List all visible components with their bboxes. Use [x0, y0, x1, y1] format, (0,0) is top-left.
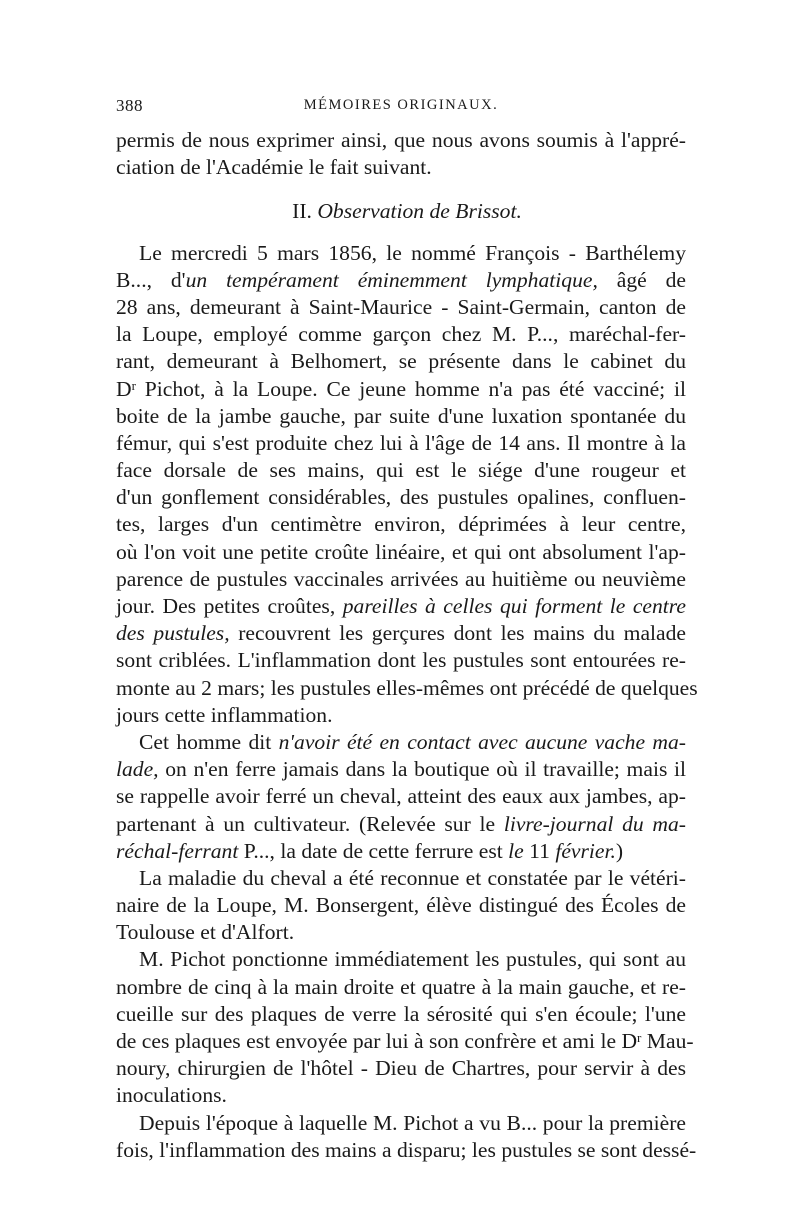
text-line: des pustules, recouvrent les gerçures dont les mains du malade — [116, 621, 686, 646]
text-line: réchal-ferrant P..., la date de cette ferrure est le 11 février.) — [116, 838, 624, 863]
text-line: d'un gonflement considérables, des pustules opalines, confluen- — [116, 485, 686, 510]
text-line: de ces plaques est envoyée par lui à son confrère et ami le $D^r$ Mau- — [116, 1029, 694, 1053]
paragraph-2 — [116, 729, 686, 865]
paragraph-3 — [116, 865, 686, 947]
text-line: jours cette inflammation. — [116, 702, 333, 727]
text-line: noury, chirurgien de l'hôtel - Dieu de Chartres, pour servir à des — [116, 1056, 686, 1081]
text-line: lade, on n'en ferre jamais dans la boutique où il travaille; mais il — [116, 757, 686, 782]
text-line: La maladie du cheval a été reconnue et constatée par le vétéri- — [139, 865, 686, 890]
text-line: rant, demeurant à Belhomert, se présente dans le cabinet du — [116, 349, 686, 374]
text-line: boite de la jambe gauche, par suite d'une luxation spontanée du — [116, 403, 686, 428]
page-header — [116, 96, 686, 118]
text-line: $D^r$ Pichot, à la Loupe. Ce jeune homme n'a pas été vacciné; il — [116, 376, 686, 401]
body-text — [116, 127, 698, 1164]
text-line: fois, l'inflammation des mains a disparu; les pustules se sont dessé- — [116, 1137, 697, 1162]
text-line: jour. Des petites croûtes, pareilles à celles qui forment le centre — [116, 594, 686, 618]
text-line: B..., d'un tempérament éminemment lymphatique, âgé de — [116, 267, 686, 292]
text-line: où l'on voit une petite croûte linéaire, et qui ont absolument l'ap- — [116, 539, 686, 564]
text-line: la Loupe, employé comme garçon chez M. P..., maréchal-fer- — [116, 322, 686, 347]
text-line: Cet homme dit n'avoir été en contact avec aucune vache ma- — [139, 729, 686, 754]
text-line: cueille sur des plaques de verre la sérosité qui s'en écoule; l'une — [116, 1001, 686, 1026]
text-line: Toulouse et d'Alfort. — [116, 920, 295, 945]
text-line: parence de pustules vaccinales arrivées au huitième ou neuvième — [116, 566, 686, 591]
text-line: nombre de cinq à la main droite et quatre à la main gauche, et re- — [116, 974, 686, 999]
text-line: face dorsale de ses mains, qui est le siége d'une rougeur et — [116, 458, 686, 483]
text-line: partenant à un cultivateur. (Relevée sur le livre-journal du ma- — [116, 811, 687, 836]
text-line: fémur, qui s'est produite chez lui à l'âge de 14 ans. Il montre à la — [116, 430, 686, 455]
text-line: monte au 2 mars; les pustules elles-mêmes ont précédé de quelques — [116, 675, 698, 700]
intro-paragraph — [116, 127, 686, 181]
paragraph-1 — [116, 240, 698, 729]
text-line: tes, larges d'un centimètre environ, déprimées à leur centre, — [116, 512, 686, 537]
text-line: M. Pichot ponctionne immédiatement les pustules, qui sont au — [139, 947, 686, 972]
section-numeral: II. — [292, 199, 312, 224]
page-number: 388 — [116, 96, 143, 115]
text-line: 28 ans, demeurant à Saint-Maurice - Saint-Germain, canton de — [116, 294, 686, 319]
text-line: sont criblées. L'inflammation dont les pustules sont entourées re- — [116, 648, 686, 673]
text-line: Le mercredi 5 mars 1856, le nommé François - Barthélemy — [139, 240, 686, 265]
paragraph-5 — [116, 1110, 697, 1164]
text-line: naire de la Loupe, M. Bonsergent, élève distingué des Écoles de — [116, 893, 686, 918]
running-title: MÉMOIRES ORIGINAUX. — [303, 97, 499, 113]
section-title: Observation de Brissot. — [317, 199, 522, 224]
text-line: inoculations. — [116, 1083, 227, 1108]
text-line: Depuis l'époque à laquelle M. Pichot a vu B... pour la première — [139, 1110, 686, 1135]
text-line: permis de nous exprimer ainsi, que nous avons soumis à l'appré- — [116, 128, 686, 152]
paragraph-4 — [116, 946, 694, 1109]
section-heading — [116, 198, 686, 225]
text-line: ciation de l'Académie le fait suivant. — [116, 155, 432, 180]
text-line: se rappelle avoir ferré un cheval, atteint des eaux aux jambes, ap- — [116, 784, 686, 809]
